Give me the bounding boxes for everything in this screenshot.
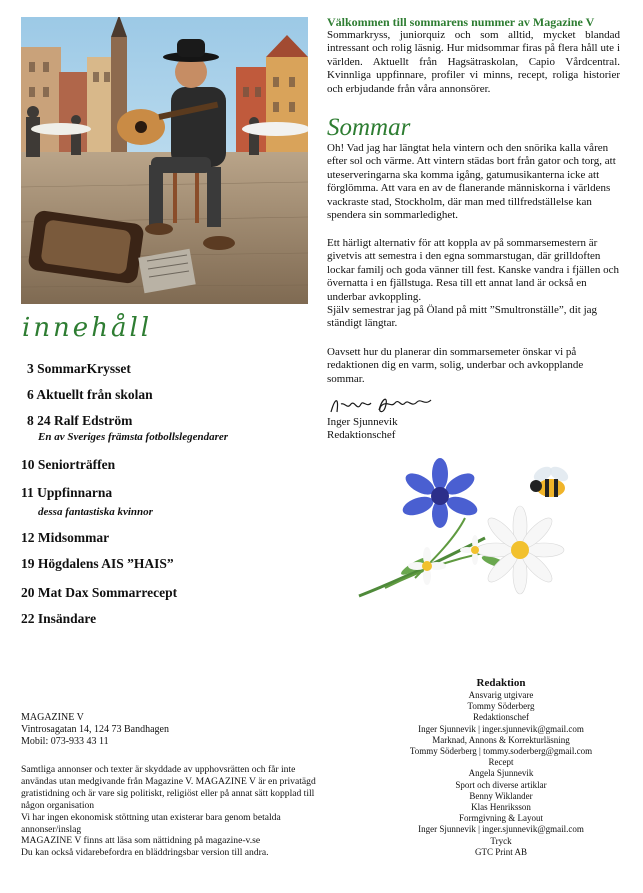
toc-item-subtitle: dessa fantastiska kvinnor — [38, 506, 153, 518]
staff-person: GTC Print AB — [474, 846, 527, 857]
staff-role: Sport och diverse artiklar — [455, 779, 547, 790]
staff-person: Klas Henriksson — [471, 802, 531, 813]
staff-person: Benny Wiklander — [469, 790, 533, 801]
staff-heading: Redaktion — [476, 677, 526, 689]
sommar-paragraph: Oh! Vad jag har längtat hela vintern och den snörika kalla våren efter sol och värme. Att vintern städas bort från gator och torg, att uteserveringarna ska komma igång, gatumusikanterna icke att förglömma. Att vara en av de flanerande människorna i världens vackraste stad, Stockholm, där man med tillfredställelse kan spendera sin sommarledighet. — [327, 142, 616, 222]
signature-name: Inger Sjunnevik — [327, 416, 398, 428]
toc-item[interactable]: 12 Midsommar — [21, 530, 110, 545]
editorial-staff — [396, 677, 606, 858]
toc-item[interactable]: 20 Mat Dax Sommarrecept — [21, 585, 178, 600]
staff-role: Recept — [488, 757, 514, 768]
toc-item[interactable]: 11 Uppfinnarna — [21, 485, 113, 500]
welcome-title: Välkommen till sommarens nummer av Magazine V — [327, 15, 595, 29]
toc-item[interactable]: 19 Högdalens AIS ”HAIS” — [21, 556, 174, 571]
toc-item[interactable]: 3 SommarKrysset — [27, 361, 131, 376]
staff-role: Formgivning & Layout — [459, 813, 543, 824]
notice-line: Du kan också vidarebefordra en bläddringsbar version till andra. — [21, 847, 269, 859]
staff-role: Tryck — [490, 835, 512, 846]
staff-person: Inger Sjunnevik | inger.sjunnevik@gmail.com — [418, 824, 584, 835]
staff-person: Inger Sjunnevik | inger.sjunnevik@gmail.com — [418, 723, 584, 734]
sommar-paragraph: Oavsett hur du planerar din sommarsemeter önskar vi på redaktionen dig en varm, solig, underbar och avkopplande sommar. — [327, 346, 584, 385]
handwritten-signature — [327, 394, 437, 418]
notice-line: Vi har ingen ekonomisk stöttning utan existerar bara genom betalda annonser/inslag — [21, 811, 281, 835]
staff-role: Marknad, Annons & Korrekturläsning — [432, 734, 570, 745]
publisher-address: Vintrosagatan 14, 124 73 Bandhagen — [21, 723, 169, 735]
copyright-notice — [21, 764, 321, 859]
toc-item[interactable]: 22 Insändare — [21, 611, 97, 626]
staff-person: Angela Sjunnevik — [468, 768, 534, 779]
publisher-info — [21, 712, 321, 747]
publisher-phone: Mobil: 073-933 43 11 — [21, 735, 109, 747]
notice-line: Samtliga annonser och texter är skyddade av upphovsrätten och får inte användas utan medgivande från Magazine V. MAGAZINE V är en privatägd gratistidning och är vare sig politiskt, religiöst eller på annat sätt kopplad till någon organisation — [21, 764, 316, 811]
staff-person: Tommy Söderberg — [467, 701, 535, 712]
staff-role: Ansvarig utgivare — [468, 690, 534, 700]
cover-photo — [21, 17, 308, 304]
toc-item[interactable]: 8 24 Ralf Edström — [27, 413, 133, 428]
welcome-text: Sommarkryss, juniorquiz och som alltid, mycket blandad intressant och rolig läsnig. Hur midsommar firas på flera håll ute i världen. Aktuellt från Hagsätraskolan, Capio Vårdcentral. Kvinnliga uppfinnare, profiler vi minns, recept, roliga historier och erbjudande från våra annonsörer. — [327, 29, 620, 95]
flowers-illustration — [345, 458, 595, 604]
sommar-paragraph: Ett härligt alternativ för att koppla av på sommarsemestern är givetvis att semestra i den egna sommarstugan, där grilldoften lockar familj och goda vänner till fest. Kanske vandra i fjällen och övernatta i en fjällstuga. Resa till ett annat land är också en underbar avkoppling. Själv semestrar jag på Öland på mitt ”Smultronställe”, dit jag ständigt längtar. — [327, 237, 620, 330]
publisher-name: MAGAZINE V — [21, 712, 84, 723]
staff-role: Redaktionschef — [473, 712, 529, 723]
toc-item[interactable]: 10 Seniorträffen — [21, 457, 116, 472]
notice-line: MAGAZINE V finns att läsa som nättidning på magazine-v.se — [21, 835, 261, 847]
contents-heading: innehåll — [22, 313, 153, 343]
sommar-heading: Sommar — [327, 114, 411, 141]
toc-item-subtitle: En av Sveriges främsta fotbollslegendarer — [38, 431, 229, 443]
toc-item[interactable]: 6 Aktuellt från skolan — [27, 387, 153, 402]
staff-person: Tommy Söderberg | tommy.soderberg@gmail.com — [409, 746, 593, 757]
signature-title: Redaktionschef — [327, 429, 396, 441]
